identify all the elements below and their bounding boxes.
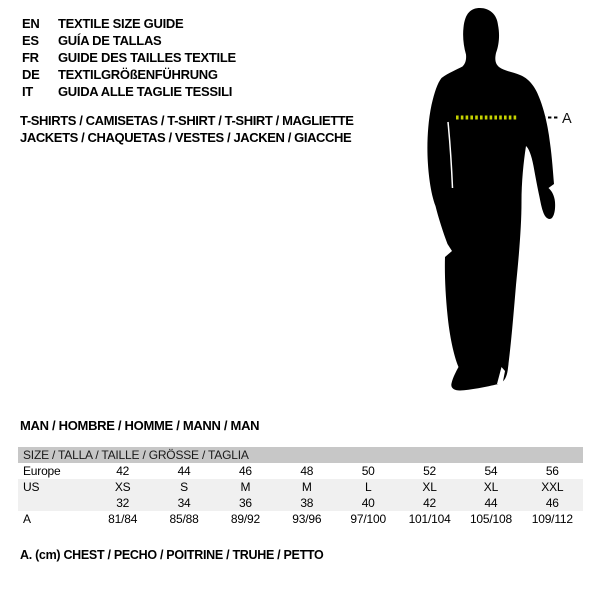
table-cell: 42: [116, 464, 130, 478]
table-cell: 101/104: [408, 512, 451, 526]
arm-body-separation-line: [448, 122, 453, 188]
table-cell: M: [240, 480, 251, 494]
language-code: ES: [22, 33, 39, 48]
table-row: [18, 511, 583, 527]
table-cell: S: [180, 480, 188, 494]
table-cell: 44: [177, 464, 191, 478]
language-title: GUIDE DES TAILLES TEXTILE: [58, 50, 236, 65]
language-code: FR: [22, 50, 39, 65]
table-cell: XXL: [541, 480, 564, 494]
table-cell: 48: [300, 464, 314, 478]
language-row: [22, 66, 236, 83]
table-cell: 93/96: [292, 512, 322, 526]
table-cell: 52: [423, 464, 437, 478]
man-silhouette: [427, 8, 555, 391]
table-row: [18, 463, 583, 479]
language-title: TEXTILGRÖßENFÜHRUNG: [58, 67, 218, 82]
measure-label-a: A: [562, 111, 572, 127]
row-label: Europe: [23, 464, 61, 478]
size-table: [18, 447, 583, 527]
category-lines: [20, 112, 354, 146]
table-cell: 46: [238, 464, 252, 478]
table-cell: 32: [116, 496, 130, 510]
section-title-man: MAN / HOMBRE / HOMME / MANN / MAN: [20, 418, 260, 433]
table-cell: 56: [545, 464, 559, 478]
size-table-header: SIZE / TALLA / TAILLE / GRÖSSE / TAGLIA: [18, 447, 583, 463]
table-cell: 42: [423, 496, 437, 510]
table-cell: 81/84: [108, 512, 138, 526]
language-title: GUIDA ALLE TAGLIE TESSILI: [58, 84, 233, 99]
table-cell: 36: [238, 496, 252, 510]
table-cell: M: [301, 480, 312, 494]
table-cell: 105/108: [469, 512, 512, 526]
table-cell: 44: [484, 496, 498, 510]
language-code: IT: [22, 84, 33, 99]
row-label: [18, 495, 92, 511]
language-row: [22, 49, 236, 66]
language-list: [22, 15, 236, 100]
language-code: EN: [22, 16, 40, 31]
row-label: A: [23, 512, 31, 526]
language-code: DE: [22, 67, 40, 82]
size-table-body: [18, 463, 583, 527]
table-cell: 97/100: [350, 512, 386, 526]
table-row: [18, 495, 583, 511]
language-row: [22, 15, 236, 32]
table-cell: L: [364, 480, 372, 494]
table-cell: 89/92: [230, 512, 260, 526]
language-title: GUÍA DE TALLAS: [58, 33, 162, 48]
table-row: [18, 479, 583, 495]
table-cell: 85/88: [169, 512, 199, 526]
table-cell: 38: [300, 496, 314, 510]
category-line-tshirts: T-SHIRTS / CAMISETAS / T-SHIRT / T-SHIRT / MAGLIETTE: [20, 113, 354, 128]
table-cell: 50: [361, 464, 375, 478]
language-row: [22, 32, 236, 49]
table-cell: 34: [177, 496, 191, 510]
shoe-notch: [497, 367, 505, 384]
table-cell: 109/112: [531, 512, 573, 526]
category-line-jackets: JACKETS / CHAQUETAS / VESTES / JACKEN / GIACCHE: [20, 130, 352, 145]
table-cell: 54: [484, 464, 498, 478]
table-cell: 40: [361, 496, 375, 510]
table-cell: XS: [114, 480, 131, 494]
measurement-footnote: A. (cm) CHEST / PECHO / POITRINE / TRUHE / PETTO: [20, 548, 324, 562]
language-title: TEXTILE SIZE GUIDE: [58, 16, 184, 31]
table-cell: XL: [483, 480, 499, 494]
table-cell: XL: [422, 480, 437, 494]
row-label: US: [23, 480, 40, 494]
language-row: [22, 83, 236, 100]
table-cell: 46: [545, 496, 559, 510]
